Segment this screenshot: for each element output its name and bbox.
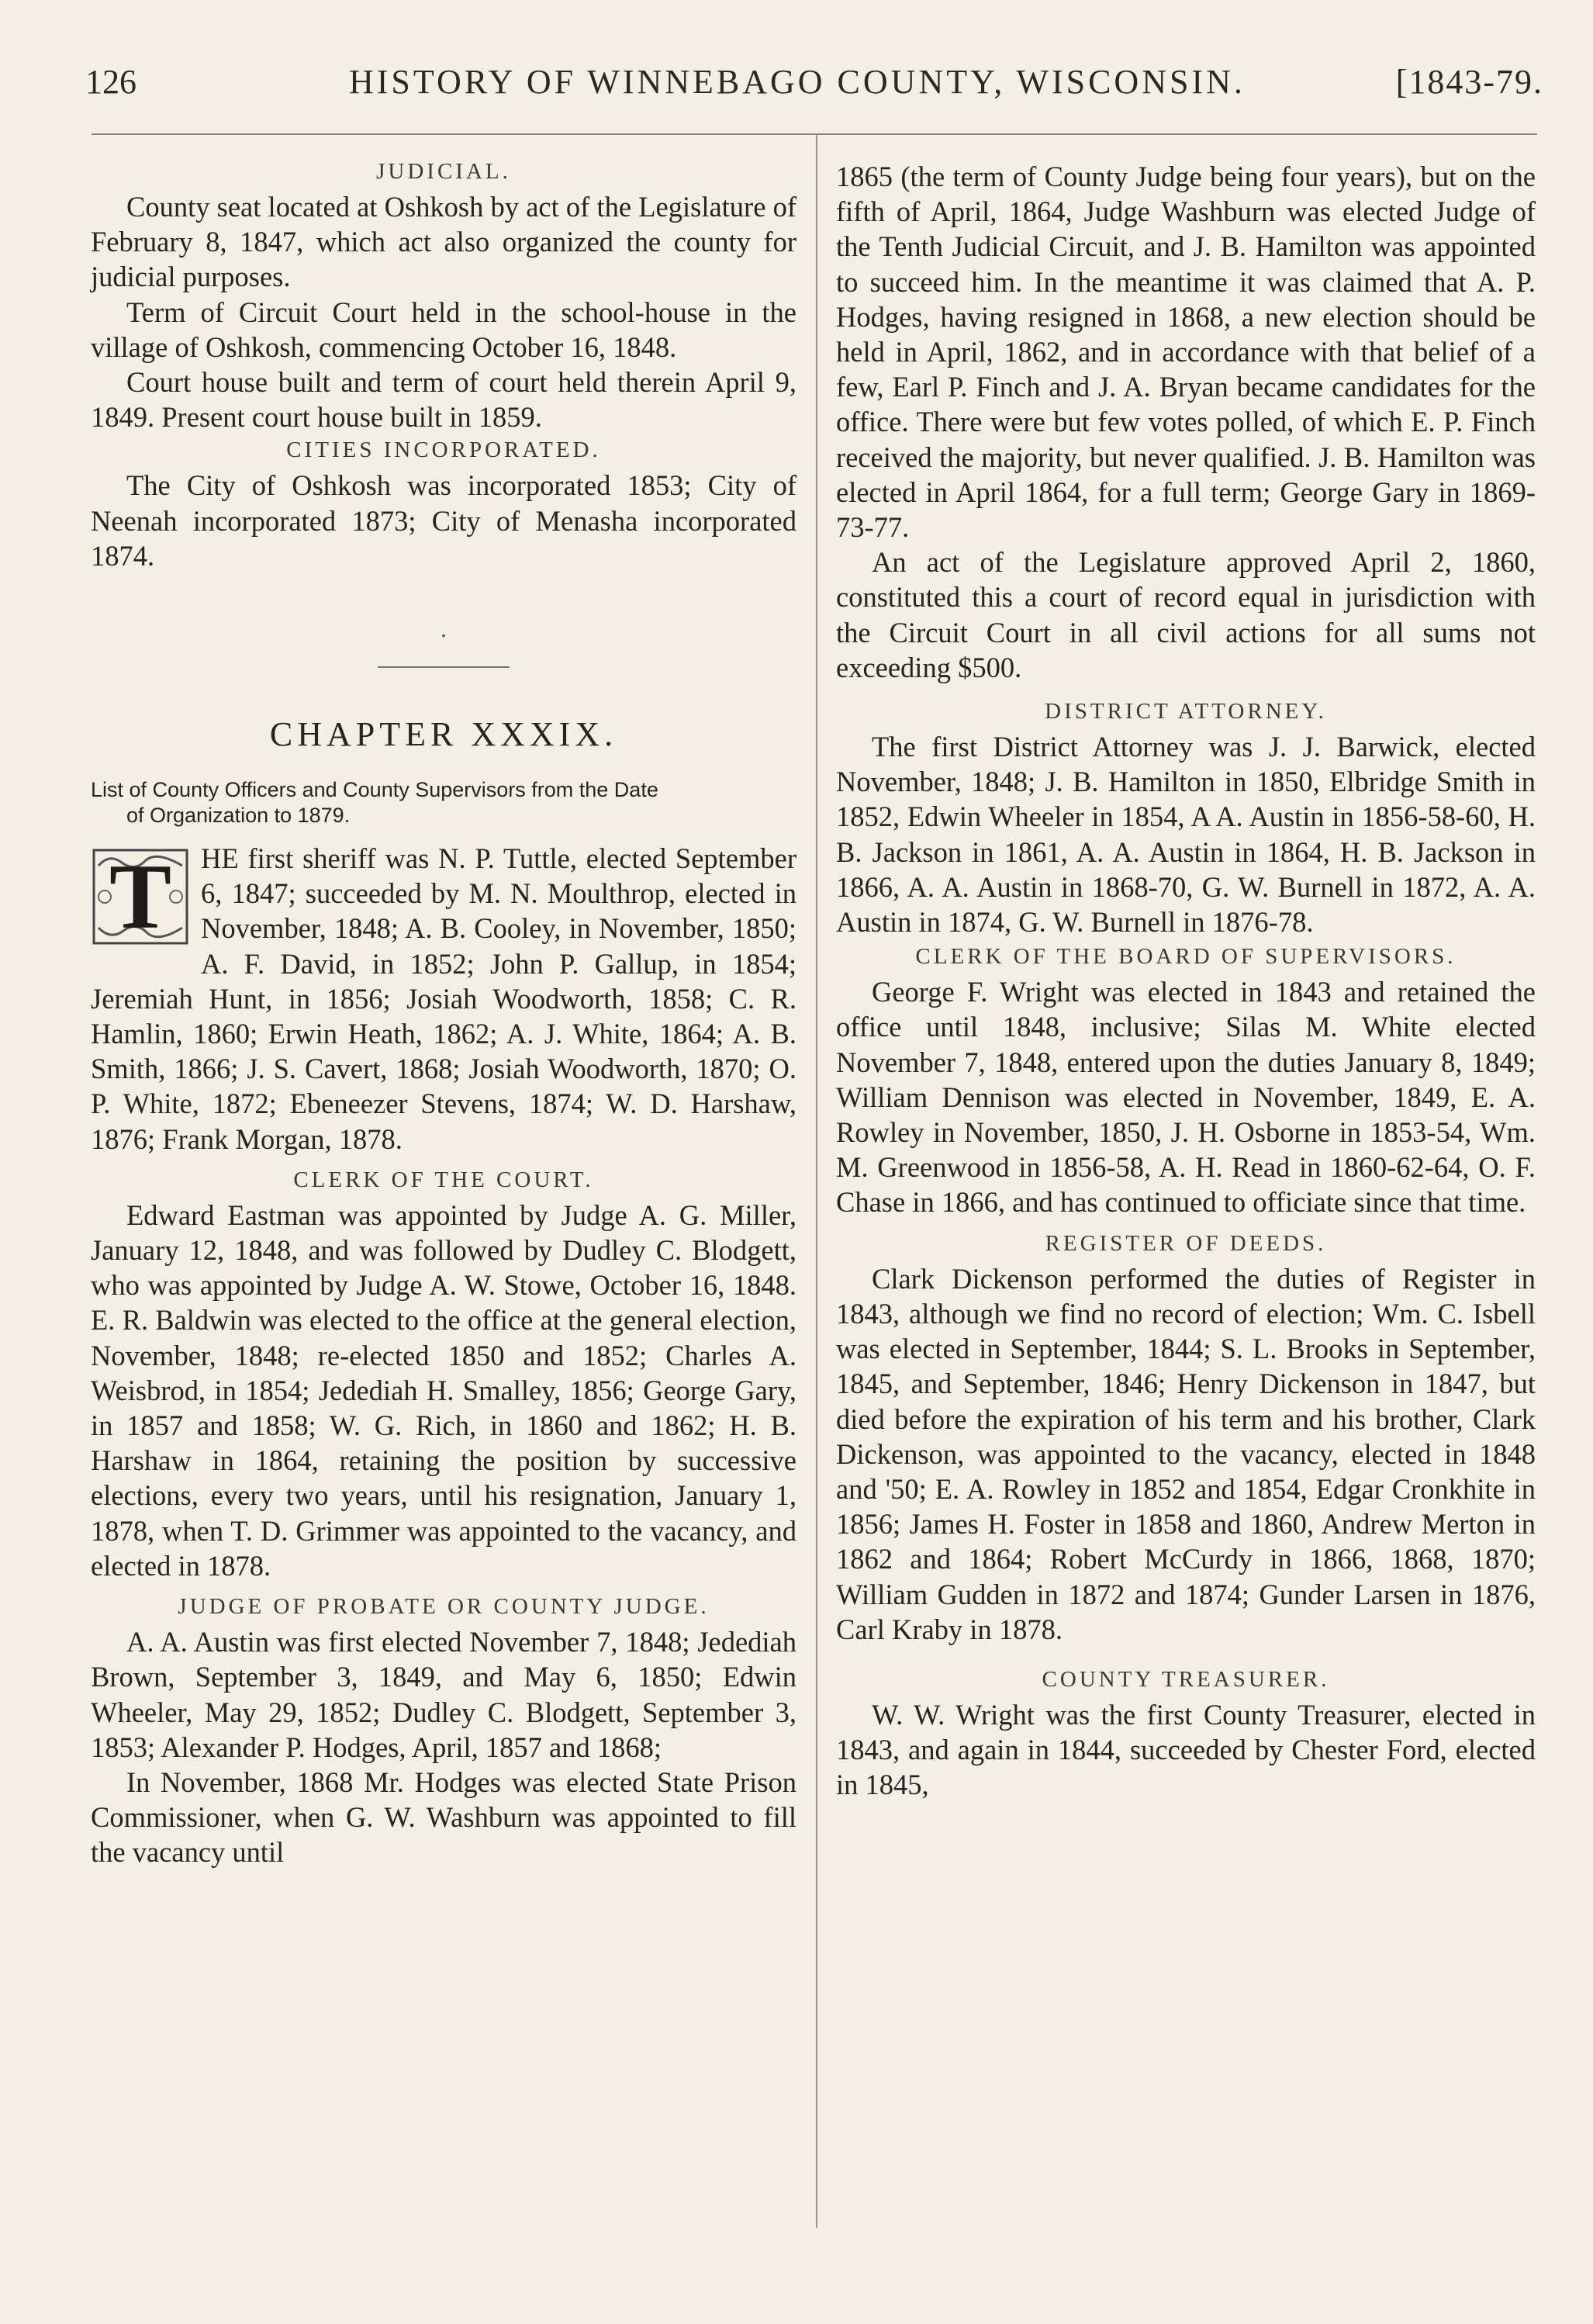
section-heading-treasurer: COUNTY TREASURER.: [1042, 1666, 1330, 1692]
section-heading-clerk-court: CLERK OF THE COURT.: [293, 1167, 594, 1192]
paragraph: The first District Attorney was J. J. Barwick, elected November, 1848; J. B. Hamilton in 1850, Elbridge Smith in 1852, Edwin Wheeler in 1854, A A. Austin in 1856-58-60, H. B. Jackson in 1861, A. A. Austin in 1864, H. B. Jackson in 1866, A. A. Austin in 1868-70, G. W. Burnell in 1872, A. A. Austin in 1874, G. W. Burnell in 1876-78.: [836, 731, 1536, 939]
paragraph: Clark Dickenson performed the duties of Register in 1843, although we find no record of election; Wm. C. Isbell was elected in September, 1844; S. L. Brooks in September, 1845, and September, 1846; Henry Dickenson in 1847, but died before the expiration of his term and his brother, Clark Dickenson, was appointed to the vacancy, elected in 1848 and '50; E. A. Rowley in 1852 and 1854, Edgar Cronkhite in 1856; James H. Foster in 1858 and 1860, Andrew Merton in 1862 and 1864; Robert McCurdy in 1866, 1868, 1870; William Gudden in 1872 and 1874; Gunder Larsen in 1876, Carl Kraby in 1878.: [836, 1262, 1536, 1645]
chapter-subtitle-line2: of Organization to 1879.: [126, 804, 351, 828]
running-header: [85, 53, 1543, 107]
paragraph: County seat located at Oshkosh by act of the Legislature of February 8, 1847, which act also organized the county for judicial purposes.: [91, 191, 796, 293]
running-title: HISTORY OF WINNEBAGO COUNTY, WISCONSIN.: [349, 63, 1246, 101]
decorated-initial: [91, 845, 190, 949]
paragraph: George F. Wright was elected in 1843 and retained the office until 1848, inclusive; Silas M. White elected November 7, 1848, entered upon the duties January 8, 1849; William Dennison was elected in November, 1849, E. A. Rowley in November, 1850, J. H. Osborne in 1853-54, Wm. M. Greenwood in 1856-58, A. H. Read in 1860-62-64, O. F. Chase in 1866, and has continued to officiate since that time.: [836, 976, 1536, 1219]
paragraph: 1865 (the term of County Judge being four years), but on the fifth of April, 1864, Judge Washburn was elected Judge of the Tenth Judicial Circuit, and J. B. Hamilton was appointed to succeed him. In the meantime it was claimed that A. P. Hodges, having resigned in 1868, a new election should be held in April, 1862, and in accordance with that belief of a few, Earl P. Finch and J. A. Bryan became candidates for the office. There were but few votes polled, of which E. P. Finch received the majority, but never qualified. J. B. Hamilton was elected in April 1864, for a full term; George Gary in 1869-73-77.: [836, 161, 1536, 544]
section-heading-cities: CITIES INCORPORATED.: [286, 437, 601, 463]
paragraph: Edward Eastman was appointed by Judge A. G. Miller, January 12, 1848, and was followed by Dudley C. Blodgett, who was appointed by Judge A. W. Stowe, October 16, 1848. E. R. Baldwin was elected to the office at the general election, November, 1848; re-elected 1850 and 1852; Charles A. Weisbrod, in 1854; Jedediah H. Smalley, 1856; George Gary, in 1857 and 1858; W. G. Rich, in 1860 and 1862; H. B. Harshaw in 1864, retaining the position by successive elections, every two years, until his resignation, January 1, 1878, when T. D. Grimmer was appointed to the vacancy, and elected in 1878.: [91, 1198, 796, 1582]
column-divider: [816, 133, 817, 2228]
right-column: [836, 159, 1536, 1803]
left-column: [91, 159, 796, 1870]
paragraph: The City of Oshkosh was incorporated 1853; City of Neenah incorporated 1873; City of Menasha incorporated 1874.: [91, 469, 796, 572]
section-heading-judicial: JUDICIAL.: [376, 159, 511, 184]
section-heading-register: REGISTER OF DEEDS.: [1045, 1230, 1327, 1256]
dropcap-letter: T: [109, 845, 172, 949]
chapter-subtitle-line1: List of County Officers and County Supervisors from the Date: [91, 778, 658, 802]
paragraph: HE first sheriff was N. P. Tuttle, elected September 6, 1847; succeeded by M. N. Moulthrop, elected in November, 1848; A. B. Cooley, in November, 1850; A. F. David, in 1852; John P. Gallup, in 1854; Jeremiah Hunt, in 1856; Josiah Woodworth, 1858; C. R. Hamlin, 1860; Erwin Heath, 1862; A. J. White, 1864; A. B. Smith, 1866; J. S. Cavert, 1868; Josiah Woodworth, 1870; O. P. White, 1872; Ebeneezer Stevens, 1874; W. D. Harshaw, 1876; Frank Morgan, 1878.: [91, 842, 796, 1155]
year-range: [1843-79.: [1395, 63, 1543, 101]
section-heading-district-attorney: DISTRICT ATTORNEY.: [1045, 699, 1327, 725]
header-rule: [92, 133, 1537, 135]
chapter-rule: [378, 666, 510, 668]
section-ornament: ·: [439, 621, 448, 650]
paragraph: A. A. Austin was first elected November 7, 1848; Jedediah Brown, September 3, 1849, and May 6, 1850; Edwin Wheeler, May 29, 1852; Dudley C. Blodgett, September 3, 1853; Alexander P. Hodges, April, 1857 and 1868;: [91, 1626, 796, 1763]
page-number: 126: [85, 63, 136, 101]
paragraph: In November, 1868 Mr. Hodges was elected State Prison Commissioner, when G. W. Washburn was appointed to fill the vacancy until: [91, 1765, 796, 1869]
paragraph: An act of the Legislature approved April 2, 1860, constituted this a court of record equal in jurisdiction with the Circuit Court in all civil actions for all sums not exceeding $500.: [836, 546, 1536, 683]
paragraph: Court house built and term of court held therein April 9, 1849. Present court house built in 1859.: [91, 366, 796, 434]
paragraph: Term of Circuit Court held in the school-house in the village of Oshkosh, commencing October 16, 1848.: [91, 296, 796, 363]
chapter-title: CHAPTER XXXIX.: [269, 715, 618, 754]
section-heading-clerk-board: CLERK OF THE BOARD OF SUPERVISORS.: [915, 944, 1457, 970]
chapter-subtitle: [91, 777, 796, 828]
section-heading-probate: JUDGE OF PROBATE OR COUNTY JUDGE.: [178, 1594, 710, 1620]
paragraph: W. W. Wright was the first County Treasurer, elected in 1843, and again in 1844, succeeded by Chester Ford, elected in 1845,: [836, 1698, 1536, 1801]
